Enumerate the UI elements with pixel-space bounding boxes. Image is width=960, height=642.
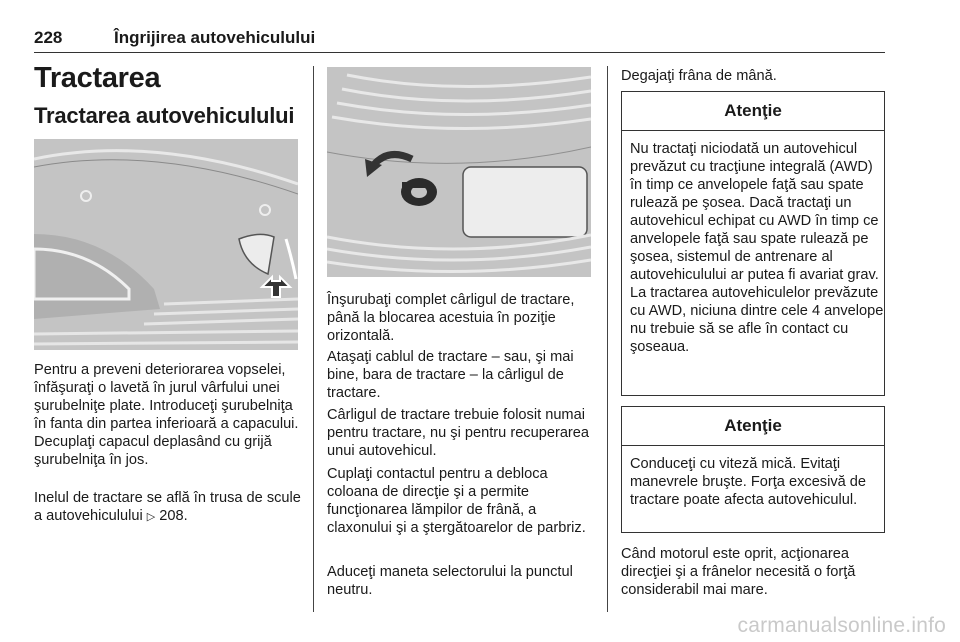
page-number: 228 (34, 28, 63, 47)
ignition-on-text: Cuplaţi contactul pentru a debloca coloana de direcţie şi a permite funcţionarea lămpilor de frână, a claxonului şi a ştergătoarelor de parbriz. (327, 466, 586, 536)
running-title: Îngrijirea autovehiculului (114, 28, 316, 47)
release-parking-brake-text: Degajaţi frâna de mână. (621, 68, 777, 84)
engine-off-steering-text: Când motorul este oprit, acţionarea direcţiei şi a frânelor necesită o forţă considerabil mai mare. (621, 546, 856, 598)
warning-title: Atenţie (622, 92, 884, 131)
warning-body: Nu tractaţi niciodată un autovehicul prevăzut cu tracţiune integrală (AWD) în timp ce anvelopele faţă sau spate rulează pe şosea. Dacă tractaţi un autovehicul echipat cu AWD în timp ce anvelopele faţă sau spate rulează pe şosea, sistemul de antrenare al autovehiculului ar putea fi avariat grav. La tractarea autovehiculelor prevăzute cu AWD, niciuna dintre cele 4 anvelope nu trebuie să se afle în contact cu şoseaua. (630, 141, 884, 355)
warning-box-awd (621, 91, 885, 396)
arrow-ref-icon: ▷ (146, 511, 156, 523)
column-divider-1 (313, 66, 314, 612)
section-subtitle: Tractarea autovehiculului (34, 103, 295, 128)
attach-tow-cable-text: Ataşaţi cablul de tractare – sau, şi mai bine, bara de tractare – la cârligul de tractare. (327, 349, 574, 401)
tow-eye-location-text: Inelul de tractare se află în trusa de scule a autovehiculului ▷ 208. (34, 490, 301, 524)
screw-in-towing-eye-text: Înşurubaţi complet cârligul de tractare, până la blocarea acestuia în poziţie orizontală. (327, 292, 575, 344)
warning-body: Conduceţi cu viteză mică. Evitaţi manevrele bruşte. Forţa excesivă de tractare poate afecta autovehiculul. (630, 456, 867, 508)
section-title: Tractarea (34, 62, 161, 94)
bumper-cover-illustration (34, 139, 298, 350)
selector-neutral-text: Aduceţi maneta selectorului la punctul neutru. (327, 564, 573, 598)
warning-box-speed (621, 406, 885, 533)
instruction-cover-removal: Pentru a preveni deteriorarea vopselei, înfăşuraţi o lavetă în jurul vârfului unei şurubelniţe plate. Introduceţi şurubelniţa în fanta din partea inferioară a capacului. Decuplaţi capacul deplasând cu grijă şurubelniţa în jos. (34, 362, 299, 468)
page-header (34, 28, 885, 53)
warning-title: Atenţie (622, 407, 884, 446)
towing-eye-usage-text: Cârligul de tractare trebuie folosit numai pentru tractare, nu şi pentru recuperarea unui autovehicul. (327, 407, 590, 459)
column-divider-2 (607, 66, 608, 612)
towing-eye-illustration (327, 67, 591, 277)
watermark: carmanualsonline.info (737, 614, 946, 637)
